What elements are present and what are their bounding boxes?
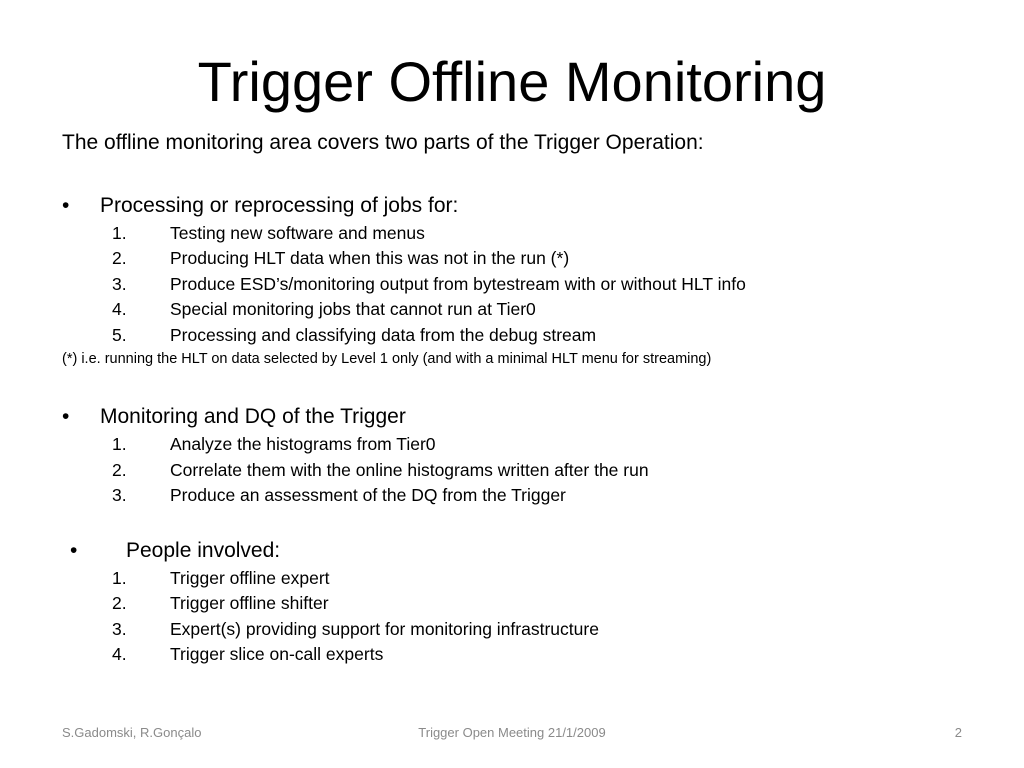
section-heading-text: Monitoring and DQ of the Trigger (100, 405, 406, 428)
item-number: 2. (112, 460, 127, 480)
bullet-icon: • (70, 539, 78, 562)
footnote: (*) i.e. running the HLT on data selected by Level 1 only (and with a minimal HLT menu for streaming) (62, 351, 712, 367)
bullet-icon: • (62, 405, 70, 428)
item-number: 1. (112, 223, 127, 243)
item-number: 4. (112, 644, 127, 664)
item-text: Analyze the histograms from Tier0 (170, 434, 436, 454)
item-text: Expert(s) providing support for monitoring infrastructure (170, 619, 599, 639)
item-number: 1. (112, 434, 127, 454)
item-text: Processing and classifying data from the debug stream (170, 325, 597, 345)
footer-authors: S.Gadomski, R.Gonçalo (62, 725, 202, 740)
item-number: 2. (112, 593, 127, 613)
section-heading-text: People involved: (126, 539, 281, 562)
item-number: 2. (112, 248, 127, 268)
item-text: Testing new software and menus (170, 223, 425, 243)
footer-event: Trigger Open Meeting 21/1/2009 (418, 725, 606, 740)
item-number: 3. (112, 274, 127, 294)
item-text: Trigger offline shifter (170, 593, 329, 613)
item-number: 3. (112, 485, 127, 505)
item-text: Trigger offline expert (170, 568, 330, 588)
item-text: Produce an assessment of the DQ from the Trigger (170, 485, 566, 505)
item-text: Trigger slice on-call experts (170, 644, 384, 664)
item-number: 1. (112, 568, 127, 588)
item-number: 5. (112, 325, 127, 345)
item-number: 3. (112, 619, 127, 639)
slide-title: Trigger Offline Monitoring (197, 50, 827, 113)
section-heading-text: Processing or reprocessing of jobs for: (100, 194, 459, 217)
item-text: Produce ESD’s/monitoring output from bytestream with or without HLT info (170, 274, 746, 294)
item-number: 4. (112, 299, 127, 319)
page-number: 2 (954, 725, 962, 740)
bullet-icon: • (62, 194, 70, 217)
intro-text: The offline monitoring area covers two parts of the Trigger Operation: (62, 131, 704, 154)
item-text: Special monitoring jobs that cannot run at Tier0 (170, 299, 536, 319)
item-text: Correlate them with the online histograms written after the run (170, 460, 649, 480)
item-text: Producing HLT data when this was not in the run (*) (170, 248, 570, 268)
